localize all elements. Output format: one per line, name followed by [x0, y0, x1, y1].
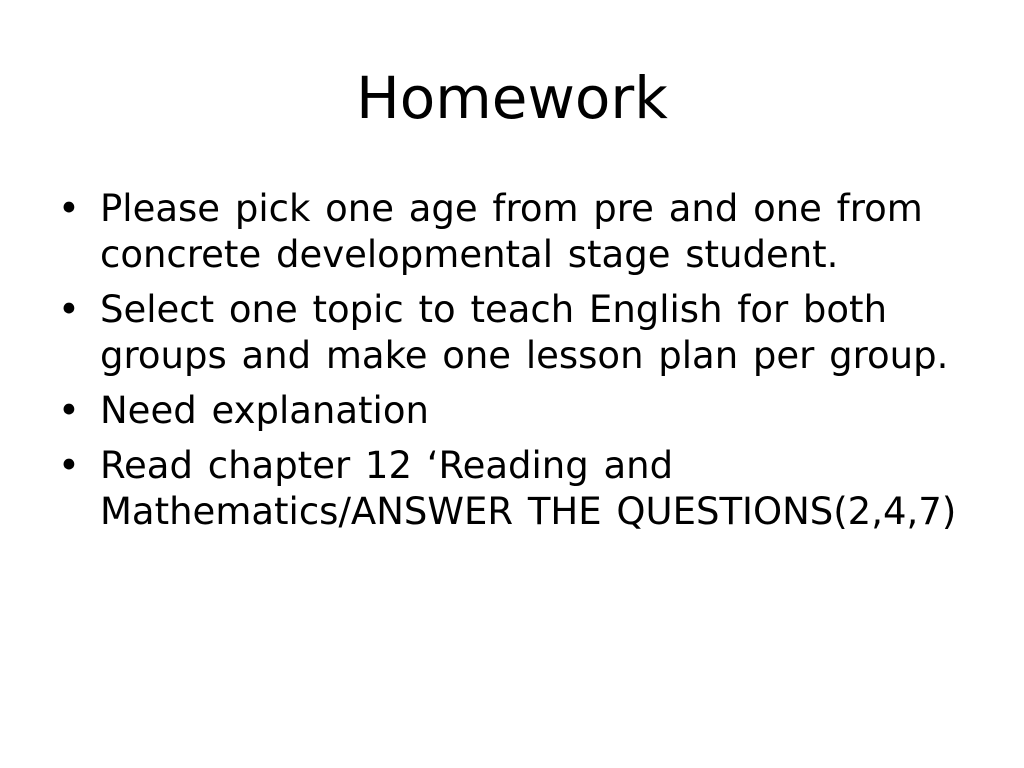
bullet-text: Read chapter 12 ‘Reading and Mathematics/ANSWER THE QUESTIONS(2,4,7): [100, 444, 957, 533]
bullet-item-select-topic: [58, 287, 958, 379]
bullet-icon: •: [58, 288, 80, 331]
bullet-text: Please pick one age from pre and one from concrete developmental stage student.: [100, 187, 923, 276]
bullet-item-pick-ages: [58, 186, 958, 278]
bullet-item-need-explanation: [58, 388, 958, 434]
bullet-icon: •: [58, 187, 80, 230]
bullet-list: [58, 186, 958, 544]
bullet-text: Need explanation: [100, 389, 429, 432]
bullet-icon: •: [58, 389, 80, 432]
slide-title: Homework: [356, 64, 668, 132]
bullet-icon: •: [58, 444, 80, 487]
bullet-item-read-chapter: [58, 443, 958, 535]
bullet-text: Select one topic to teach English for both groups and make one lesson plan per group.: [100, 288, 949, 377]
